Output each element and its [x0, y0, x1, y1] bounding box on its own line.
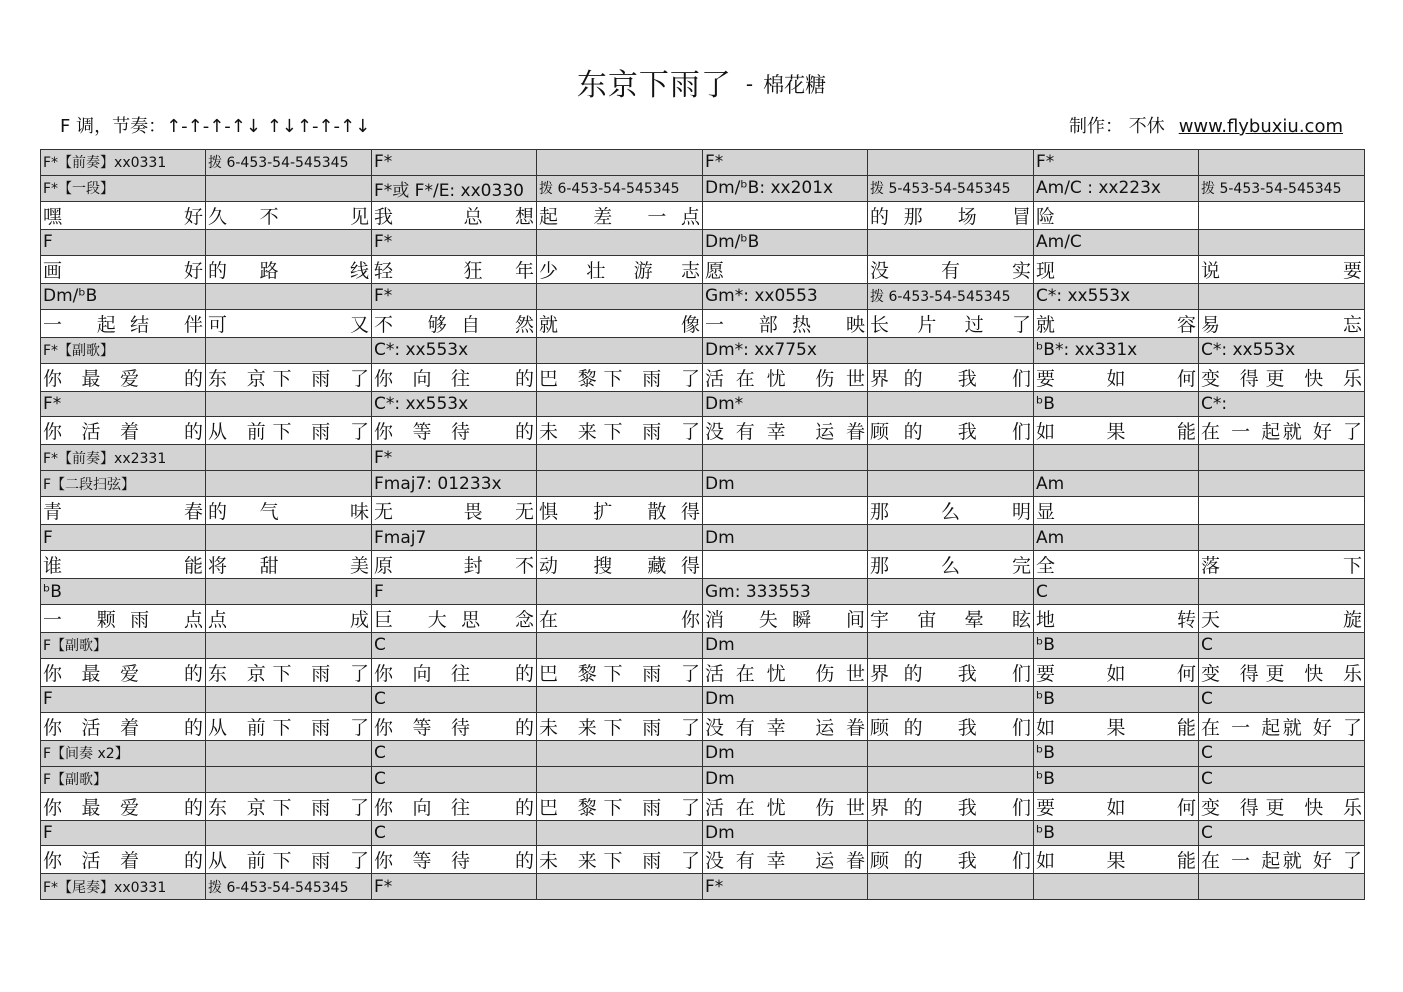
chord-cell	[868, 525, 1034, 551]
chord-row	[41, 391, 1365, 417]
chord-cell: F*	[372, 283, 537, 309]
chord-cell: F*	[372, 229, 537, 255]
chord-cell: Am	[1034, 471, 1199, 497]
lyric-cell: 未 来下 雨 了	[537, 417, 703, 445]
chord-cell	[1199, 579, 1365, 605]
chord-cell: ᵇB	[1034, 740, 1199, 766]
lyric-cell: 界的 我 们	[868, 658, 1034, 686]
lyric-row	[41, 846, 1365, 874]
lyric-cell: 愿	[703, 255, 868, 283]
chord-row	[41, 766, 1365, 792]
lyric-cell: 你活着 的	[41, 846, 206, 874]
chord-cell: Gm: 333553	[703, 579, 868, 605]
lyric-cell: 说 要	[1199, 255, 1365, 283]
chord-cell: 拨 6-453-54-545345	[537, 175, 703, 201]
chord-row	[41, 874, 1365, 900]
lyric-row	[41, 712, 1365, 740]
song-title-block	[0, 60, 1403, 104]
lyric-cell: 无 畏无	[372, 497, 537, 525]
chord-cell: C*:	[1199, 391, 1365, 417]
lyric-cell: 起 差 一点	[537, 201, 703, 229]
chord-cell: F*	[703, 150, 868, 176]
song-title: 东京下雨了	[576, 68, 732, 103]
lyric-cell: 在 一 起就 好 了	[1199, 712, 1365, 740]
chord-cell: 拨 5-453-54-545345	[1199, 175, 1365, 201]
chord-cell: C	[1199, 820, 1365, 846]
lyric-row	[41, 658, 1365, 686]
chord-cell	[868, 391, 1034, 417]
lyric-cell: 在 你	[537, 605, 703, 633]
chord-row	[41, 229, 1365, 255]
chord-cell: Dm	[703, 740, 868, 766]
lyric-cell	[1199, 201, 1365, 229]
lyric-cell: 嘿 好	[41, 201, 206, 229]
chord-cell: F【副歌】	[41, 766, 206, 792]
lyric-cell: 轻 狂年	[372, 255, 537, 283]
lyric-cell: 全	[1034, 551, 1199, 579]
lyric-cell: 巴 黎下 雨 了	[537, 658, 703, 686]
lyric-row	[41, 417, 1365, 445]
lyric-row	[41, 497, 1365, 525]
chord-cell	[537, 283, 703, 309]
chord-cell: F	[41, 820, 206, 846]
chord-cell	[206, 175, 372, 201]
lyric-cell: 顾的 我 们	[868, 417, 1034, 445]
lyric-cell: 界的 我 们	[868, 363, 1034, 391]
chord-cell: Dm	[703, 820, 868, 846]
chord-cell	[1199, 471, 1365, 497]
lyric-cell: 就 容	[1034, 309, 1199, 337]
chord-cell: Am/C	[1034, 229, 1199, 255]
chord-cell	[537, 391, 703, 417]
lyric-cell: 动 搜 藏得	[537, 551, 703, 579]
chord-cell: C*: xx553x	[372, 391, 537, 417]
chord-cell: F【二段扫弦】	[41, 471, 206, 497]
lyric-cell: 天 旋	[1199, 605, 1365, 633]
chord-cell: C	[372, 686, 537, 712]
chord-cell: F*【尾奏】xx0331	[41, 874, 206, 900]
lyric-cell: 你向往 的	[372, 363, 537, 391]
chord-row	[41, 337, 1365, 363]
lyric-cell: 要 如 何	[1034, 792, 1199, 820]
chord-cell	[868, 633, 1034, 659]
chord-cell	[537, 633, 703, 659]
chord-row	[41, 740, 1365, 766]
chord-cell: C	[1199, 686, 1365, 712]
title-separator: -	[745, 72, 754, 96]
lyric-cell: 你活着 的	[41, 417, 206, 445]
chord-cell: F*或 F*/E: xx0330	[372, 175, 537, 201]
lyric-cell	[1199, 497, 1365, 525]
chord-cell: F*	[372, 445, 537, 471]
lyric-cell: 如 果 能	[1034, 417, 1199, 445]
chord-cell: Dm/ᵇB: xx201x	[703, 175, 868, 201]
lyric-cell: 显	[1034, 497, 1199, 525]
chord-row	[41, 445, 1365, 471]
lyric-cell: 巨 大思 念	[372, 605, 537, 633]
chord-cell: ᵇB*: xx331x	[1034, 337, 1199, 363]
chord-cell	[868, 445, 1034, 471]
lyric-cell: 未 来下 雨 了	[537, 712, 703, 740]
lyric-cell: 不 够自 然	[372, 309, 537, 337]
chord-cell: 拨 6-453-54-545345	[868, 283, 1034, 309]
chord-cell	[1199, 150, 1365, 176]
chord-cell: F*	[1034, 150, 1199, 176]
chord-cell	[537, 229, 703, 255]
chord-cell: C*: xx553x	[1034, 283, 1199, 309]
lyric-cell: 活在忧 伤世	[703, 658, 868, 686]
lyric-cell	[703, 551, 868, 579]
lyric-cell: 在 一 起就 好 了	[1199, 417, 1365, 445]
chord-cell	[537, 740, 703, 766]
chord-cell	[868, 686, 1034, 712]
chord-row	[41, 175, 1365, 201]
chord-cell	[206, 766, 372, 792]
lyric-cell: 现	[1034, 255, 1199, 283]
chord-cell: Dm	[703, 766, 868, 792]
chord-cell: F*	[372, 150, 537, 176]
chord-cell: C*: xx553x	[1199, 337, 1365, 363]
lyric-cell: 那 么 完	[868, 551, 1034, 579]
chord-cell: Gm*: xx0553	[703, 283, 868, 309]
lyric-cell: 点 成	[206, 605, 372, 633]
chord-cell	[206, 471, 372, 497]
chord-cell: Dm	[703, 525, 868, 551]
chord-cell	[868, 150, 1034, 176]
sheet-body	[41, 150, 1365, 900]
lyric-row	[41, 363, 1365, 391]
lyric-row	[41, 201, 1365, 229]
chord-cell: ᵇB	[1034, 766, 1199, 792]
lyric-cell: 青 春	[41, 497, 206, 525]
lyric-cell: 从 前下 雨 了	[206, 846, 372, 874]
lyric-cell: 你等待 的	[372, 846, 537, 874]
chord-cell	[868, 337, 1034, 363]
chord-cell: F	[41, 686, 206, 712]
chord-cell: Am/C : xx223x	[1034, 175, 1199, 201]
chord-cell: F	[372, 579, 537, 605]
chord-cell	[1199, 874, 1365, 900]
chord-cell: 拨 6-453-54-545345	[206, 150, 372, 176]
chord-cell	[868, 820, 1034, 846]
chord-cell: F*【前奏】xx2331	[41, 445, 206, 471]
lyric-cell: 要 如 何	[1034, 658, 1199, 686]
lyric-cell: 你等待 的	[372, 712, 537, 740]
lyric-cell: 没有幸 运眷	[703, 846, 868, 874]
lyric-cell: 界的 我 们	[868, 792, 1034, 820]
lyric-cell: 顾的 我 们	[868, 712, 1034, 740]
lyric-cell: 如 果 能	[1034, 712, 1199, 740]
chord-cell	[206, 337, 372, 363]
lyric-cell: 原 封不	[372, 551, 537, 579]
chord-cell	[206, 820, 372, 846]
lyric-cell: 没 有 实	[868, 255, 1034, 283]
chord-cell	[537, 150, 703, 176]
lyric-cell: 我 总想	[372, 201, 537, 229]
lyric-cell: 你活着 的	[41, 712, 206, 740]
lyric-cell: 易 忘	[1199, 309, 1365, 337]
lyric-cell: 一 颗雨 点	[41, 605, 206, 633]
chord-cell	[1199, 525, 1365, 551]
lyric-cell: 未 来下 雨 了	[537, 846, 703, 874]
chord-cell	[206, 445, 372, 471]
chord-cell	[703, 445, 868, 471]
chord-cell: Fmaj7	[372, 525, 537, 551]
chord-cell	[206, 686, 372, 712]
lyric-cell: 从 前下 雨 了	[206, 417, 372, 445]
lyric-cell: 顾的 我 们	[868, 846, 1034, 874]
credit-label: 制作： 不休	[1068, 116, 1165, 137]
chord-cell	[1034, 445, 1199, 471]
chord-cell: ᵇB	[1034, 820, 1199, 846]
chord-cell	[537, 471, 703, 497]
chord-row	[41, 150, 1365, 176]
chord-cell	[206, 579, 372, 605]
chord-cell	[868, 740, 1034, 766]
chord-cell: F*【副歌】	[41, 337, 206, 363]
chord-cell: C*: xx553x	[372, 337, 537, 363]
lyric-cell: 谁 能	[41, 551, 206, 579]
chord-cell: F【间奏 x2】	[41, 740, 206, 766]
credit-info	[1069, 112, 1343, 138]
chord-cell	[537, 579, 703, 605]
chord-row	[41, 579, 1365, 605]
lyric-cell: 地 转	[1034, 605, 1199, 633]
chord-cell	[537, 766, 703, 792]
lyric-cell: 东 京下 雨 了	[206, 363, 372, 391]
chord-cell	[868, 471, 1034, 497]
chord-cell: C	[1199, 633, 1365, 659]
chord-cell	[537, 337, 703, 363]
chord-cell: F	[41, 229, 206, 255]
lyric-cell: 一 起结 伴	[41, 309, 206, 337]
lyric-cell: 要 如 何	[1034, 363, 1199, 391]
lyric-cell: 一 部热 映	[703, 309, 868, 337]
lyric-cell: 你向往 的	[372, 658, 537, 686]
chord-row	[41, 820, 1365, 846]
chord-cell: C	[372, 766, 537, 792]
chord-cell	[868, 766, 1034, 792]
chord-cell: ᵇB	[41, 579, 206, 605]
chord-cell: C	[372, 740, 537, 766]
lyric-row	[41, 605, 1365, 633]
chord-lyric-sheet	[40, 149, 1365, 900]
lyric-cell: 你最爱 的	[41, 363, 206, 391]
lyric-cell: 东 京下 雨 了	[206, 792, 372, 820]
lyric-cell: 东 京下 雨 了	[206, 658, 372, 686]
chord-cell: C	[1199, 740, 1365, 766]
lyric-cell: 没有幸 运眷	[703, 712, 868, 740]
chord-cell: F*【前奏】xx0331	[41, 150, 206, 176]
chord-cell: F【副歌】	[41, 633, 206, 659]
chord-cell: Dm/ᵇB	[703, 229, 868, 255]
chord-cell: Dm*	[703, 391, 868, 417]
chord-row	[41, 633, 1365, 659]
lyric-cell: 变 得更 快 乐	[1199, 792, 1365, 820]
lyric-row	[41, 551, 1365, 579]
chord-row	[41, 686, 1365, 712]
chord-cell: Dm	[703, 471, 868, 497]
lyric-cell: 你等待 的	[372, 417, 537, 445]
lyric-cell: 长 片 过 了	[868, 309, 1034, 337]
chord-cell: Dm*: xx775x	[703, 337, 868, 363]
lyric-cell: 可 又	[206, 309, 372, 337]
chord-cell: F*【一段】	[41, 175, 206, 201]
chord-cell: F*	[703, 874, 868, 900]
lyric-cell: 从 前下 雨 了	[206, 712, 372, 740]
lyric-row	[41, 309, 1365, 337]
lyric-cell: 巴 黎下 雨 了	[537, 363, 703, 391]
chord-cell	[537, 445, 703, 471]
lyric-cell: 活在忧 伤世	[703, 363, 868, 391]
chord-cell	[537, 686, 703, 712]
chord-cell	[1034, 874, 1199, 900]
chord-cell: F	[41, 525, 206, 551]
lyric-cell: 你向往 的	[372, 792, 537, 820]
chord-cell: Fmaj7: 01233x	[372, 471, 537, 497]
chord-row	[41, 471, 1365, 497]
chord-row	[41, 525, 1365, 551]
lyric-cell: 的那 场 冒	[868, 201, 1034, 229]
chord-cell: Am	[1034, 525, 1199, 551]
chord-cell: C	[372, 633, 537, 659]
key-rhythm-info: F 调，节奏：↑-↑-↑-↑↓ ↑↓↑-↑-↑↓	[60, 116, 371, 137]
chord-cell	[537, 525, 703, 551]
lyric-cell: 的路 线	[206, 255, 372, 283]
chord-cell: F*	[41, 391, 206, 417]
chord-cell: C	[1034, 579, 1199, 605]
chord-cell	[206, 229, 372, 255]
lyric-cell: 变 得更 快 乐	[1199, 363, 1365, 391]
lyric-cell: 你最爱 的	[41, 792, 206, 820]
chord-cell: ᵇB	[1034, 633, 1199, 659]
chord-cell	[1199, 229, 1365, 255]
lyric-cell: 你最爱 的	[41, 658, 206, 686]
chord-cell: C	[1199, 766, 1365, 792]
lyric-cell: 画 好	[41, 255, 206, 283]
artist-name: 棉花糖	[763, 73, 827, 97]
lyric-cell: 就 像	[537, 309, 703, 337]
chord-cell	[206, 633, 372, 659]
lyric-cell	[703, 201, 868, 229]
chord-cell: C	[372, 820, 537, 846]
chord-cell: Dm/ᵇB	[41, 283, 206, 309]
lyric-cell: 惧 扩 散得	[537, 497, 703, 525]
lyric-cell: 宇 宙 晕 眩	[868, 605, 1034, 633]
lyric-cell: 消 失瞬 间	[703, 605, 868, 633]
chord-cell	[206, 740, 372, 766]
chord-cell: Dm	[703, 633, 868, 659]
lyric-cell: 那 么 明	[868, 497, 1034, 525]
lyric-row	[41, 792, 1365, 820]
chord-row	[41, 283, 1365, 309]
chord-cell: ᵇB	[1034, 686, 1199, 712]
chord-cell: F*	[372, 874, 537, 900]
chord-cell: ᵇB	[1034, 391, 1199, 417]
chord-cell	[206, 391, 372, 417]
chord-cell	[537, 874, 703, 900]
lyric-cell: 将甜 美	[206, 551, 372, 579]
lyric-cell: 没有幸 运眷	[703, 417, 868, 445]
chord-cell	[1199, 445, 1365, 471]
chord-cell	[868, 579, 1034, 605]
chord-cell: 拨 6-453-54-545345	[206, 874, 372, 900]
lyric-cell: 的气 味	[206, 497, 372, 525]
chord-cell	[537, 820, 703, 846]
lyric-cell: 如 果 能	[1034, 846, 1199, 874]
lyric-cell: 活在忧 伤世	[703, 792, 868, 820]
chord-cell	[1199, 283, 1365, 309]
lyric-cell: 落 下	[1199, 551, 1365, 579]
chord-cell	[206, 283, 372, 309]
lyric-cell: 久不 见	[206, 201, 372, 229]
lyric-cell: 变 得更 快 乐	[1199, 658, 1365, 686]
website-link[interactable]: www.flybuxiu.com	[1178, 116, 1343, 137]
lyric-cell: 巴 黎下 雨 了	[537, 792, 703, 820]
chord-cell	[868, 874, 1034, 900]
lyric-cell	[703, 497, 868, 525]
chord-cell: Dm	[703, 686, 868, 712]
chord-cell	[206, 525, 372, 551]
lyric-cell: 在 一 起就 好 了	[1199, 846, 1365, 874]
lyric-row	[41, 255, 1365, 283]
chord-cell	[868, 229, 1034, 255]
lyric-cell: 少 壮 游 志	[537, 255, 703, 283]
lyric-cell: 险	[1034, 201, 1199, 229]
chord-cell: 拨 5-453-54-545345	[868, 175, 1034, 201]
